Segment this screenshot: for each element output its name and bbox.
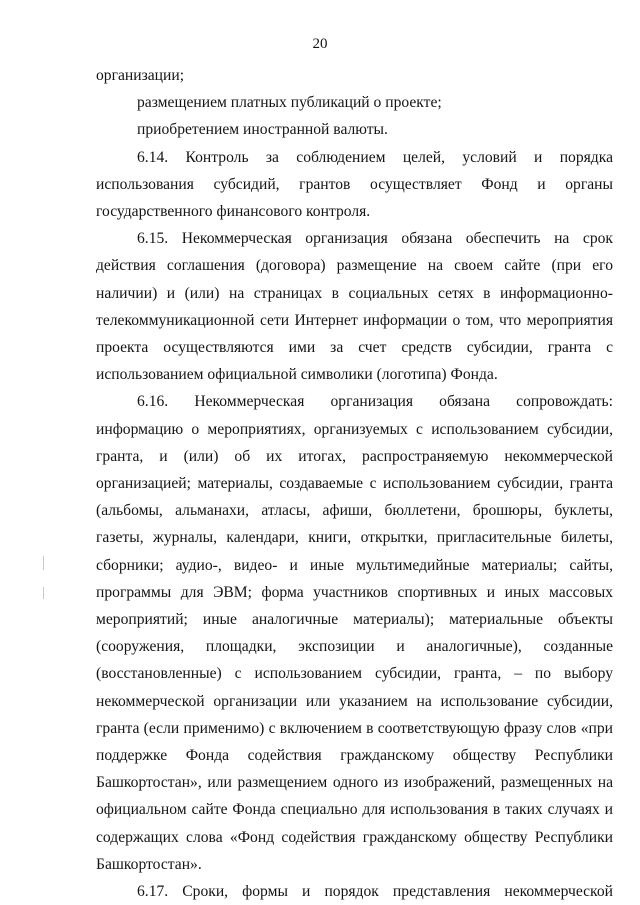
paragraph-6-15: 6.15. Некоммерческая организация обязана обеспечить на срок действия соглашения (договора) размещение на своем сайте (при его наличии) и (или) на страницах в социальных сетях в информационно-телекоммуникационной сети Интернет информации о том, что мероприятия проекта осуществляются ими за счет средств субсидии, гранта с использованием официальной символики (логотипа) Фонда. xyxy=(96,230,613,384)
paragraph-continuation: организации; xyxy=(96,67,185,84)
page-number: 20 xyxy=(312,36,328,52)
paragraph-6-14: 6.14. Контроль за соблюдением целей, условий и порядка использования субсидий, грантов осуществляет Фонд и органы государственного финансового контроля. xyxy=(96,148,613,221)
list-item: приобретением иностранной валюты. xyxy=(137,121,388,139)
list-item: размещением платных публикаций о проекте; xyxy=(137,94,442,112)
document-body xyxy=(96,62,613,905)
paragraph-6-17: 6.17. Сроки, формы и порядок представления некоммерческой xyxy=(137,883,613,901)
left-margin-mark xyxy=(43,556,44,570)
paragraph-6-16: 6.16. Некоммерческая организация обязана сопровождать: информацию о мероприятиях, организуемых с использованием субсидии, гранта, и (или) об их итогах, распространяемую некоммерческой организацией; материалы, создаваемые с использованием субсидии, гранта (альбомы, альманахи, атласы, афиши, бюллетени, брошюры, буклеты, газеты, журналы, календари, книги, открытки, пригласительные билеты, сборники; аудио-, видео- и иные мультимедийные материалы; сайты, программы для ЭВМ; форма участников спортивных и иных массовых мероприятий; иные аналогичные материалы); материальные объекты (сооружения, площадки, экспозиции и аналогичные), созданные (восстановленные) с использованием субсидии, гранта, – по выбору некоммерческой организации или указанием на использование субсидии, гранта (если применимо) с включением в соответствующую фразу слов «при поддержке Фонда содействия гражданскому обществу Республики Башкортостан», или размещением одного из изображений, размещенных на официальном сайте Фонда специально для использования в таких случаях и содержащих слова «Фонд содействия гражданскому обществу Республики Башкортостан». xyxy=(96,393,613,873)
left-margin-mark xyxy=(43,587,44,599)
